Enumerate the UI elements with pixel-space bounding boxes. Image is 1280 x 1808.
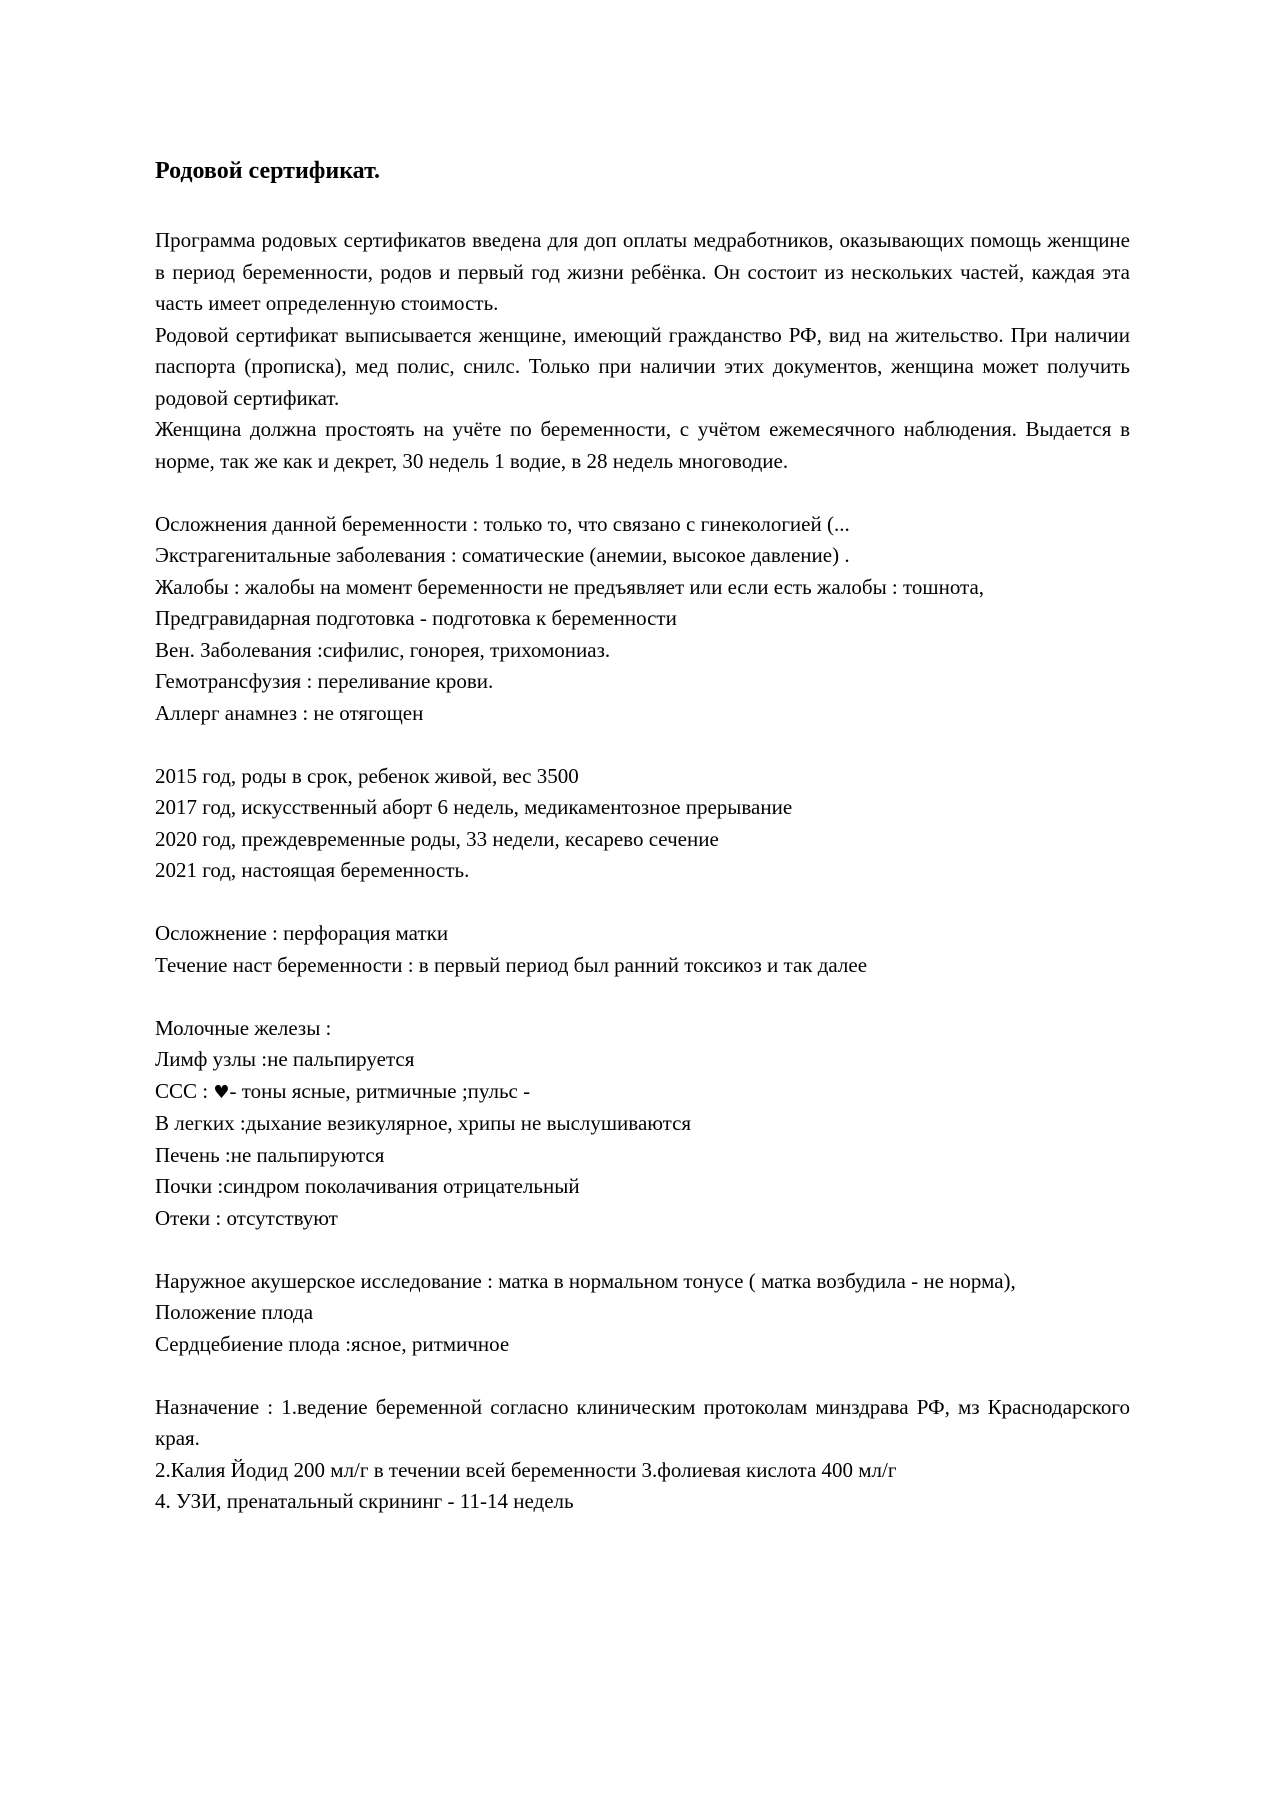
obstetric-line: Наружное акушерское исследование : матка в нормальном тонусе ( матка возбудила - не норма), (155, 1268, 1016, 1293)
course-section (155, 918, 1130, 981)
anamnesis-line: Жалобы : жалобы на момент беременности не предъявляет или если есть жалобы : тошнота, (155, 574, 985, 599)
anamnesis-line: Вен. Заболевания :сифилис, гонорея, трихомониаз. (155, 637, 611, 662)
obstetric-line: Сердцебиение плода :ясное, ритмичное (155, 1331, 510, 1356)
exam-lymph: Лимф узлы :не пальпируется (155, 1047, 415, 1071)
intro-paragraph-2: Родовой сертификат выписывается женщине, имеющий гражданство РФ, вид на жительство. При наличии паспорта (прописка), мед полис, снилс. Только при наличии этих документов, женщина может получить родовой сертификат. (155, 322, 1130, 410)
intro-section (155, 225, 1130, 477)
prescription-line: 2.Калия Йодид 200 мл/г в течении всей беременности 3.фолиевая кислота 400 мл/г (155, 1457, 897, 1482)
exam-css-rest: - тоны ясные, ритмичные ;пульс - (229, 1078, 531, 1103)
exam-css (155, 1076, 1130, 1109)
anamnesis-line: Экстрагенитальные заболевания : соматические (анемии, высокое давление) . (155, 543, 850, 567)
exam-breasts: Молочные железы : (155, 1015, 332, 1040)
history-line: 2015 год, роды в срок, ребенок живой, вес 3500 (155, 763, 579, 788)
anamnesis-line: Предгравидарная подготовка - подготовка к беременности (155, 606, 677, 630)
prescription-section (155, 1392, 1130, 1518)
anamnesis-line: Аллерг анамнез : не отягощен (155, 700, 424, 725)
anamnesis-section (155, 509, 1130, 730)
exam-kidneys: Почки :синдром поколачивания отрицательный (155, 1174, 580, 1198)
obstetric-line: Положение плода (155, 1300, 314, 1324)
course-line: Осложнение : перфорация матки (155, 921, 449, 945)
document-page (155, 155, 1130, 1518)
intro-paragraph-1: Программа родовых сертификатов введена для доп оплаты медработников, оказывающих помощь женщине в период беременности, родов и первый год жизни ребёнка. Он состоит из нескольких частей, каждая эта часть имеет определенную стоимость. (155, 228, 1130, 315)
prescription-line: 4. УЗИ, пренатальный скрининг - 11-14 недель (155, 1489, 574, 1513)
history-line: 2021 год, настоящая беременность. (155, 858, 470, 882)
heart-icon: ♥ (213, 1081, 230, 1103)
obstetric-section (155, 1266, 1130, 1361)
anamnesis-line: Гемотрансфузия : переливание крови. (155, 669, 494, 693)
history-line: 2017 год, искусственный аборт 6 недель, медикаментозное прерывание (155, 795, 793, 819)
exam-lungs: В легких :дыхание везикулярное, хрипы не выслушиваются (155, 1111, 692, 1135)
prescription-paragraph: Назначение : 1.ведение беременной согласно клиническим протоколам минздрава РФ, мз Краснодарского края. (155, 1394, 1130, 1450)
history-line: 2020 год, преждевременные роды, 33 недели, кесарево сечение (155, 826, 719, 851)
intro-paragraph-3: Женщина должна простоять на учёте по беременности, с учётом ежемесячного наблюдения. Выдается в норме, так же как и декрет, 30 недель 1 водие, в 28 недель многоводие. (155, 417, 1130, 473)
exam-css-prefix: ССС : (155, 1078, 214, 1103)
document-title: Родовой сертификат. (155, 158, 381, 184)
exam-section (155, 1013, 1130, 1235)
course-line: Течение наст беременности : в первый период был ранний токсикоз и так далее (155, 952, 868, 977)
history-section (155, 761, 1130, 887)
exam-liver: Печень :не пальпируются (155, 1142, 385, 1167)
anamnesis-line: Осложнения данной беременности : только то, что связано с гинекологией (... (155, 511, 850, 536)
exam-edema: Отеки : отсутствуют (155, 1205, 338, 1230)
